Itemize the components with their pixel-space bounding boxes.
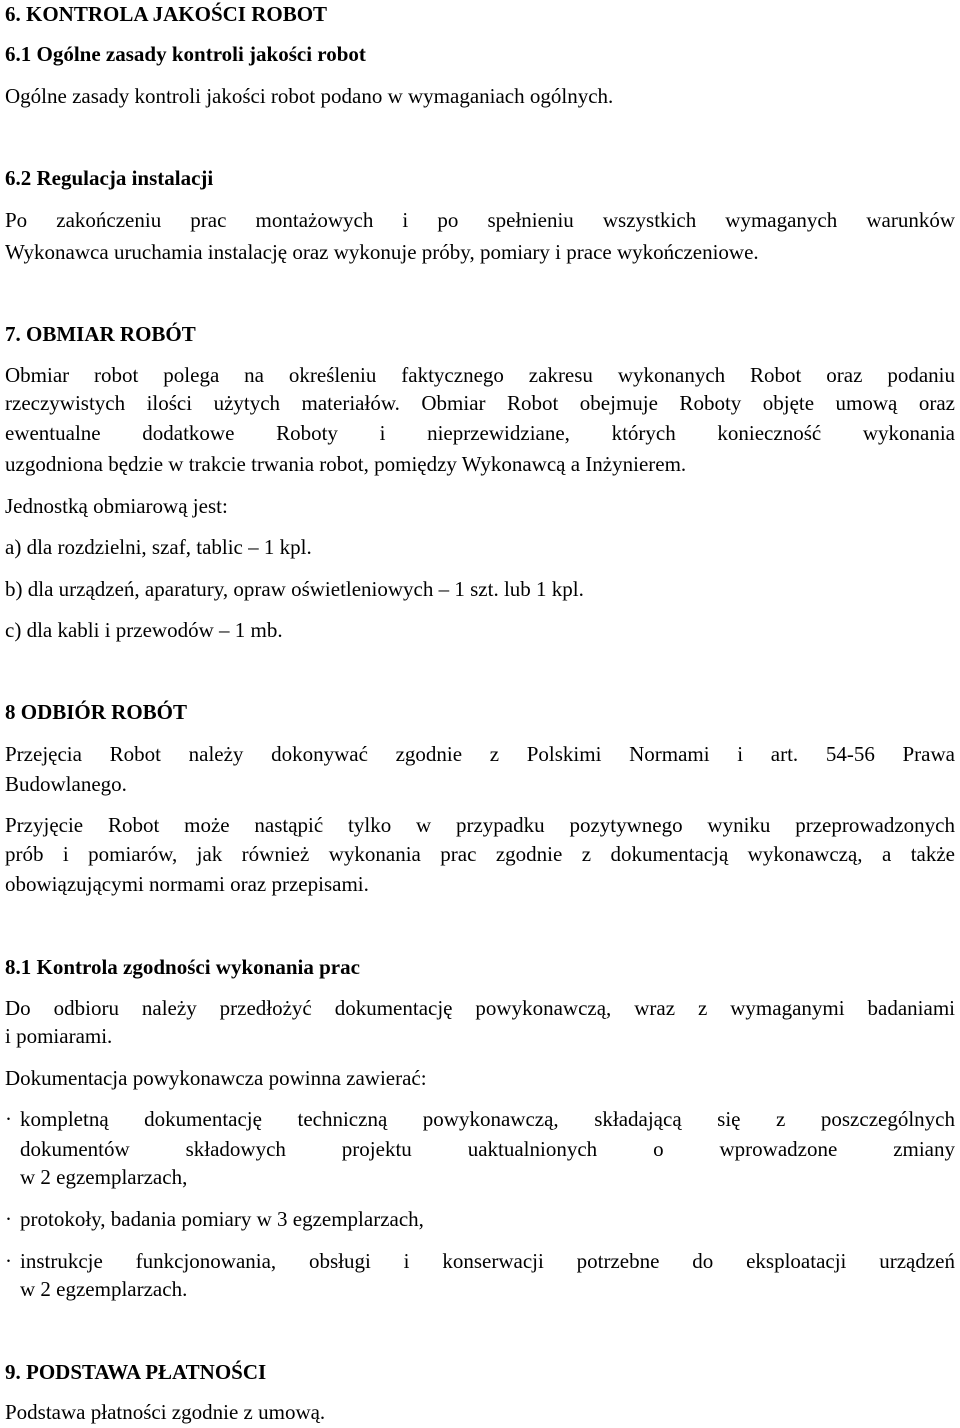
section-9-text: Podstawa płatności zgodnie z umową. — [5, 1400, 326, 1424]
section-7-units-intro: Jednostką obmiarową jest: — [5, 494, 228, 518]
section-7-heading: 7. OBMIAR ROBÓT — [5, 322, 196, 346]
section-7-paragraph-line: Obmiar robot polega na określeniu faktycznego zakresu wykonanych Robot oraz podaniu — [5, 363, 955, 387]
section-8-paragraph-line: prób i pomiarów, jak również wykonania prac zgodnie z dokumentacją wykonawczą, a także — [5, 842, 955, 866]
section-6-heading: 6. KONTROLA JAKOŚCI ROBOT — [5, 2, 328, 26]
section-7-unit-item: c) dla kabli i przewodów – 1 mb. — [5, 618, 283, 642]
section-6-1-heading: 6.1 Ogólne zasady kontroli jakości robot — [5, 42, 366, 66]
section-8-1-paragraph-line: i pomiarami. — [5, 1024, 113, 1048]
section-8-1-heading: 8.1 Kontrola zgodności wykonania prac — [5, 955, 360, 979]
bullet-mark: · — [5, 1107, 12, 1131]
section-8-heading: 8 ODBIÓR ROBÓT — [5, 700, 188, 724]
section-6-2-heading: 6.2 Regulacja instalacji — [5, 166, 214, 190]
section-8-paragraph-line: Budowlanego. — [5, 772, 127, 796]
section-8-paragraph-line: Przyjęcie Robot może nastąpić tylko w przypadku pozytywnego wyniku przeprowadzonych — [5, 813, 955, 837]
section-7-paragraph-line: rzeczywistych ilości użytych materiałów. Obmiar Robot obejmuje Roboty objęte umową oraz — [5, 391, 955, 415]
bullet-text-line: kompletną dokumentację techniczną powykonawczą, składającą się z poszczególnych — [20, 1107, 955, 1131]
section-7-paragraph-line: ewentualne dodatkowe Roboty i nieprzewidziane, których konieczność wykonania — [5, 421, 955, 445]
section-6-2-text-line: Po zakończeniu prac montażowych i po spełnieniu wszystkich wymaganych warunków — [5, 208, 955, 232]
section-6-2-text-line: Wykonawca uruchamia instalację oraz wykonuje próby, pomiary i prace wykończeniowe. — [5, 240, 759, 264]
bullet-mark: · — [5, 1249, 12, 1273]
section-8-paragraph-line: obowiązującymi normami oraz przepisami. — [5, 872, 369, 896]
bullet-text-line: dokumentów składowych projektu uaktualnionych o wprowadzone zmiany — [20, 1137, 955, 1161]
bullet-text-line: w 2 egzemplarzach, — [20, 1165, 188, 1189]
section-7-unit-item: a) dla rozdzielni, szaf, tablic – 1 kpl. — [5, 535, 312, 559]
section-6-1-text: Ogólne zasady kontroli jakości robot podano w wymaganiach ogólnych. — [5, 84, 614, 108]
section-7-paragraph-line: uzgodniona będzie w trakcie trwania robot, pomiędzy Wykonawcą a Inżynierem. — [5, 452, 687, 476]
section-8-1-list-intro: Dokumentacja powykonawcza powinna zawierać: — [5, 1066, 427, 1090]
bullet-mark: · — [5, 1207, 12, 1231]
section-9-heading: 9. PODSTAWA PŁATNOŚCI — [5, 1360, 267, 1384]
bullet-text-line: w 2 egzemplarzach. — [20, 1277, 188, 1301]
section-8-paragraph-line: Przejęcia Robot należy dokonywać zgodnie z Polskimi Normami i art. 54-56 Prawa — [5, 742, 955, 766]
section-8-1-paragraph-line: Do odbioru należy przedłożyć dokumentację powykonawczą, wraz z wymaganymi badaniami — [5, 996, 955, 1020]
bullet-text-line: instrukcje funkcjonowania, obsługi i konserwacji potrzebne do eksploatacji urządzeń — [20, 1249, 955, 1273]
section-7-unit-item: b) dla urządzeń, aparatury, opraw oświetleniowych – 1 szt. lub 1 kpl. — [5, 577, 584, 601]
bullet-text-line: protokoły, badania pomiary w 3 egzemplarzach, — [20, 1207, 424, 1231]
